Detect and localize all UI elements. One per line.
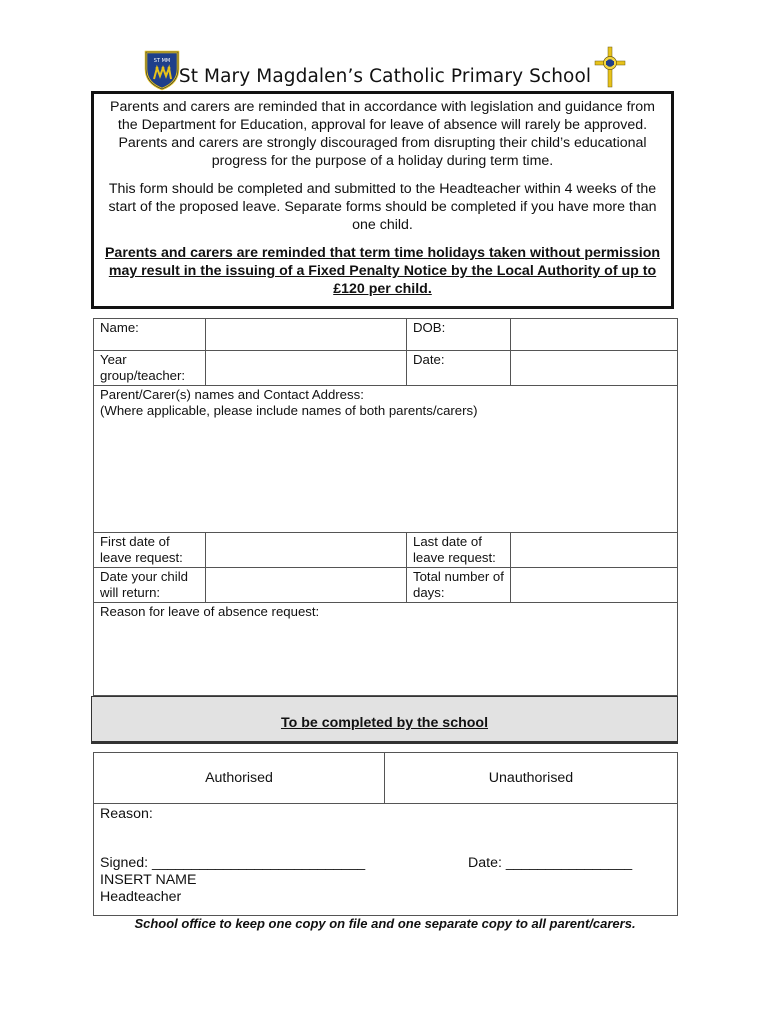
first-date-label: First date of leave request: bbox=[94, 533, 206, 568]
crest-lettering: ST MM bbox=[153, 58, 171, 64]
school-reason-label: Reason: bbox=[100, 806, 153, 822]
insert-name-text: INSERT NAME bbox=[100, 872, 197, 888]
unauthorised-option[interactable]: Unauthorised bbox=[385, 753, 678, 804]
date-field[interactable] bbox=[511, 351, 678, 386]
dob-field[interactable] bbox=[511, 319, 678, 351]
last-date-field[interactable] bbox=[511, 533, 678, 568]
penalty-warning: Parents and carers are reminded that term time holidays taken without permission may result in the issuing of a Fixed Penalty Notice by the Local Authority of up to £120 per child. bbox=[104, 245, 661, 297]
total-days-field[interactable] bbox=[511, 568, 678, 603]
reason-label: Reason for leave of absence request: bbox=[100, 604, 320, 619]
return-date-field[interactable] bbox=[206, 568, 407, 603]
parent-contact-note: (Where applicable, please include names of both parents/carers) bbox=[100, 403, 478, 418]
signature-date-line[interactable]: Date: ________________ bbox=[468, 855, 633, 871]
dob-label: DOB: bbox=[407, 319, 511, 351]
date-label: Date: bbox=[407, 351, 511, 386]
footer-note: School office to keep one copy on file and one separate copy to all parent/carers. bbox=[134, 916, 636, 931]
last-date-label: Last date of leave request: bbox=[407, 533, 511, 568]
reason-field[interactable] bbox=[94, 603, 678, 696]
authorised-option[interactable]: Authorised bbox=[94, 753, 385, 804]
name-field[interactable] bbox=[206, 319, 407, 351]
school-section-header bbox=[91, 696, 678, 744]
total-days-label: Total number of days: bbox=[407, 568, 511, 603]
signed-line[interactable]: Signed: ___________________________ bbox=[100, 855, 366, 871]
return-date-label: Date your child will return: bbox=[94, 568, 206, 603]
notice-paragraph-1: Parents and carers are reminded that in accordance with legislation and guidance from the Department for Education, approval for leave of absence will rarely be approved. Parents and carers are strongly discouraged from disrupting their child’s educational progress for the purpose of a holiday during term time. bbox=[110, 99, 655, 169]
name-label: Name: bbox=[94, 319, 206, 351]
school-decision-table bbox=[93, 752, 678, 916]
parent-contact-field[interactable] bbox=[94, 386, 678, 533]
year-group-label: Year group/teacher: bbox=[94, 351, 206, 386]
leave-request-form-table bbox=[93, 318, 678, 696]
notice-paragraph-2: This form should be completed and submitted to the Headteacher within 4 weeks of the start of the proposed leave. Separate forms should be completed if you have more than one child. bbox=[108, 181, 657, 233]
first-date-field[interactable] bbox=[206, 533, 407, 568]
parent-contact-label: Parent/Carer(s) names and Contact Address: bbox=[100, 387, 364, 402]
notice-box bbox=[91, 91, 674, 309]
headteacher-role: Headteacher bbox=[100, 889, 182, 905]
school-section-title: To be completed by the school bbox=[280, 715, 489, 731]
school-title: St Mary Magdalen’s Catholic Primary School bbox=[178, 66, 592, 87]
school-reason-signature-area bbox=[94, 804, 678, 916]
year-group-field[interactable] bbox=[206, 351, 407, 386]
